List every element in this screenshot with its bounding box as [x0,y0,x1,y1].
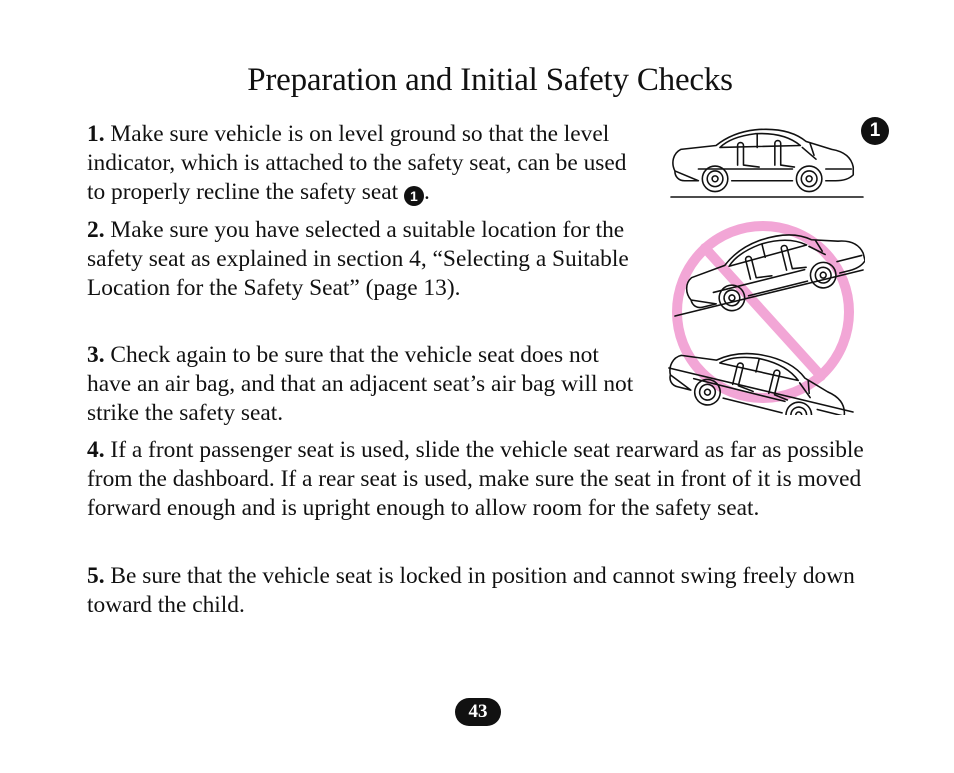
step-number: 2. [87,217,105,243]
page-number: 43 [455,698,501,726]
step-text: If a front passenger seat is used, slide the vehicle seat rearward as far as possible from the dashboard. If a rear seat is used, make sure the seat in front of it is moved forward enough and is upright enough to allow room for the safety seat. [87,437,864,521]
step-text: Make sure vehicle is on level ground so that the level indicator, which is attached to the safety seat, can be used to properly recline the safety seat [87,121,627,205]
step-number: 4. [87,437,105,463]
step-2 [87,216,647,303]
step-number: 5. [87,563,105,589]
step-end: . [423,179,430,205]
figure-marker: 1 [861,117,889,145]
step-text: Be sure that the vehicle seat is locked in position and cannot swing freely down toward the child. [87,563,855,618]
step-5 [87,562,892,620]
figure-reference-marker: 1 [404,186,424,206]
step-3 [87,341,647,428]
step-text: Make sure you have selected a suitable location for the safety seat as explained in section 4, “Selecting a Suitable Location for the Safety Seat” (page 13). [87,217,629,301]
step-text: Check again to be sure that the vehicle seat does not have an air bag, and that an adjacent seat’s air bag will not strike the safety seat. [87,342,634,426]
page-title: Preparation and Initial Safety Checks [247,62,733,98]
step-number: 1. [87,121,105,147]
step-1 [87,120,647,207]
vehicle-level-figure [665,120,865,415]
car-level-icon [671,129,863,197]
step-4 [87,436,892,523]
step-number: 3. [87,342,105,368]
